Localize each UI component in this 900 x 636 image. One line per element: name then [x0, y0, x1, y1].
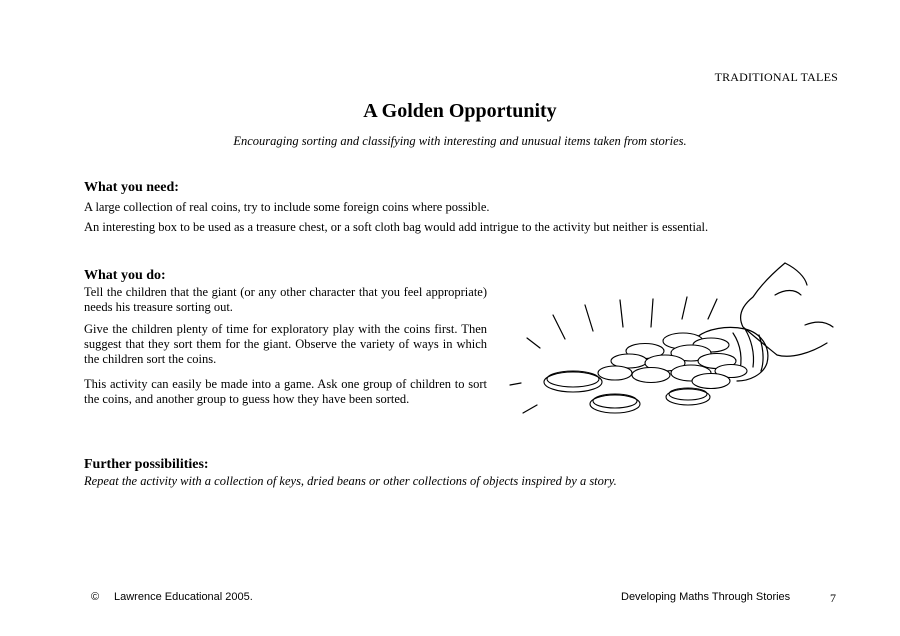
shine-ray — [585, 305, 593, 331]
coin — [598, 366, 632, 380]
need-item: A large collection of real coins, try to include some foreign coins where possible. — [84, 200, 490, 214]
do-paragraph: Give the children plenty of time for exploratory play with the coins first. Then suggest that they sort them for the giant. Observe the variety of ways in which the children sort the coins. — [84, 322, 487, 366]
scattered-coin — [590, 395, 640, 413]
further-possibilities-heading: Further possibilities: — [84, 457, 209, 472]
shine-ray — [523, 405, 537, 413]
page-title: A Golden Opportunity — [363, 100, 557, 122]
do-paragraph: Tell the children that the giant (or any other character that you feel appropriate) needs his treasure sorting out. — [84, 285, 487, 314]
need-item: An interesting box to be used as a treasure chest, or a soft cloth bag would add intrigue to the activity but neither is essential. — [84, 220, 709, 234]
shine-ray — [682, 297, 687, 319]
book-title: Developing Maths Through Stories — [621, 591, 791, 603]
hand-outline — [785, 263, 807, 285]
shine-ray — [620, 300, 623, 327]
hand-outline — [775, 291, 801, 296]
shine-ray — [651, 299, 653, 327]
coin — [632, 368, 670, 383]
what-you-need-heading: What you need: — [84, 180, 179, 195]
what-you-do-heading: What you do: — [84, 268, 166, 283]
shine-ray — [553, 315, 565, 339]
page-subtitle: Encouraging sorting and classifying with interesting and unusual items taken from stories. — [233, 134, 687, 148]
page-number: 7 — [830, 591, 836, 605]
section-tag: TRADITIONAL TALES — [714, 70, 838, 84]
hand-outline — [741, 263, 827, 356]
copyright-symbol: © — [91, 591, 100, 603]
do-paragraph: This activity can easily be made into a game. Ask one group of children to sort the coins, and another group to guess how they have been sorted. — [84, 377, 487, 406]
coin — [692, 374, 730, 389]
scattered-coin — [544, 372, 602, 392]
shine-ray — [527, 338, 540, 348]
shine-ray — [510, 383, 521, 385]
shine-ray — [708, 299, 717, 319]
hand-outline — [805, 322, 833, 327]
further-possibilities-text: Repeat the activity with a collection of keys, dried beans or other collections of objects inspired by a story. — [84, 474, 617, 488]
coins-spilling-illustration — [505, 255, 840, 425]
publisher-credit: Lawrence Educational 2005. — [114, 591, 253, 603]
